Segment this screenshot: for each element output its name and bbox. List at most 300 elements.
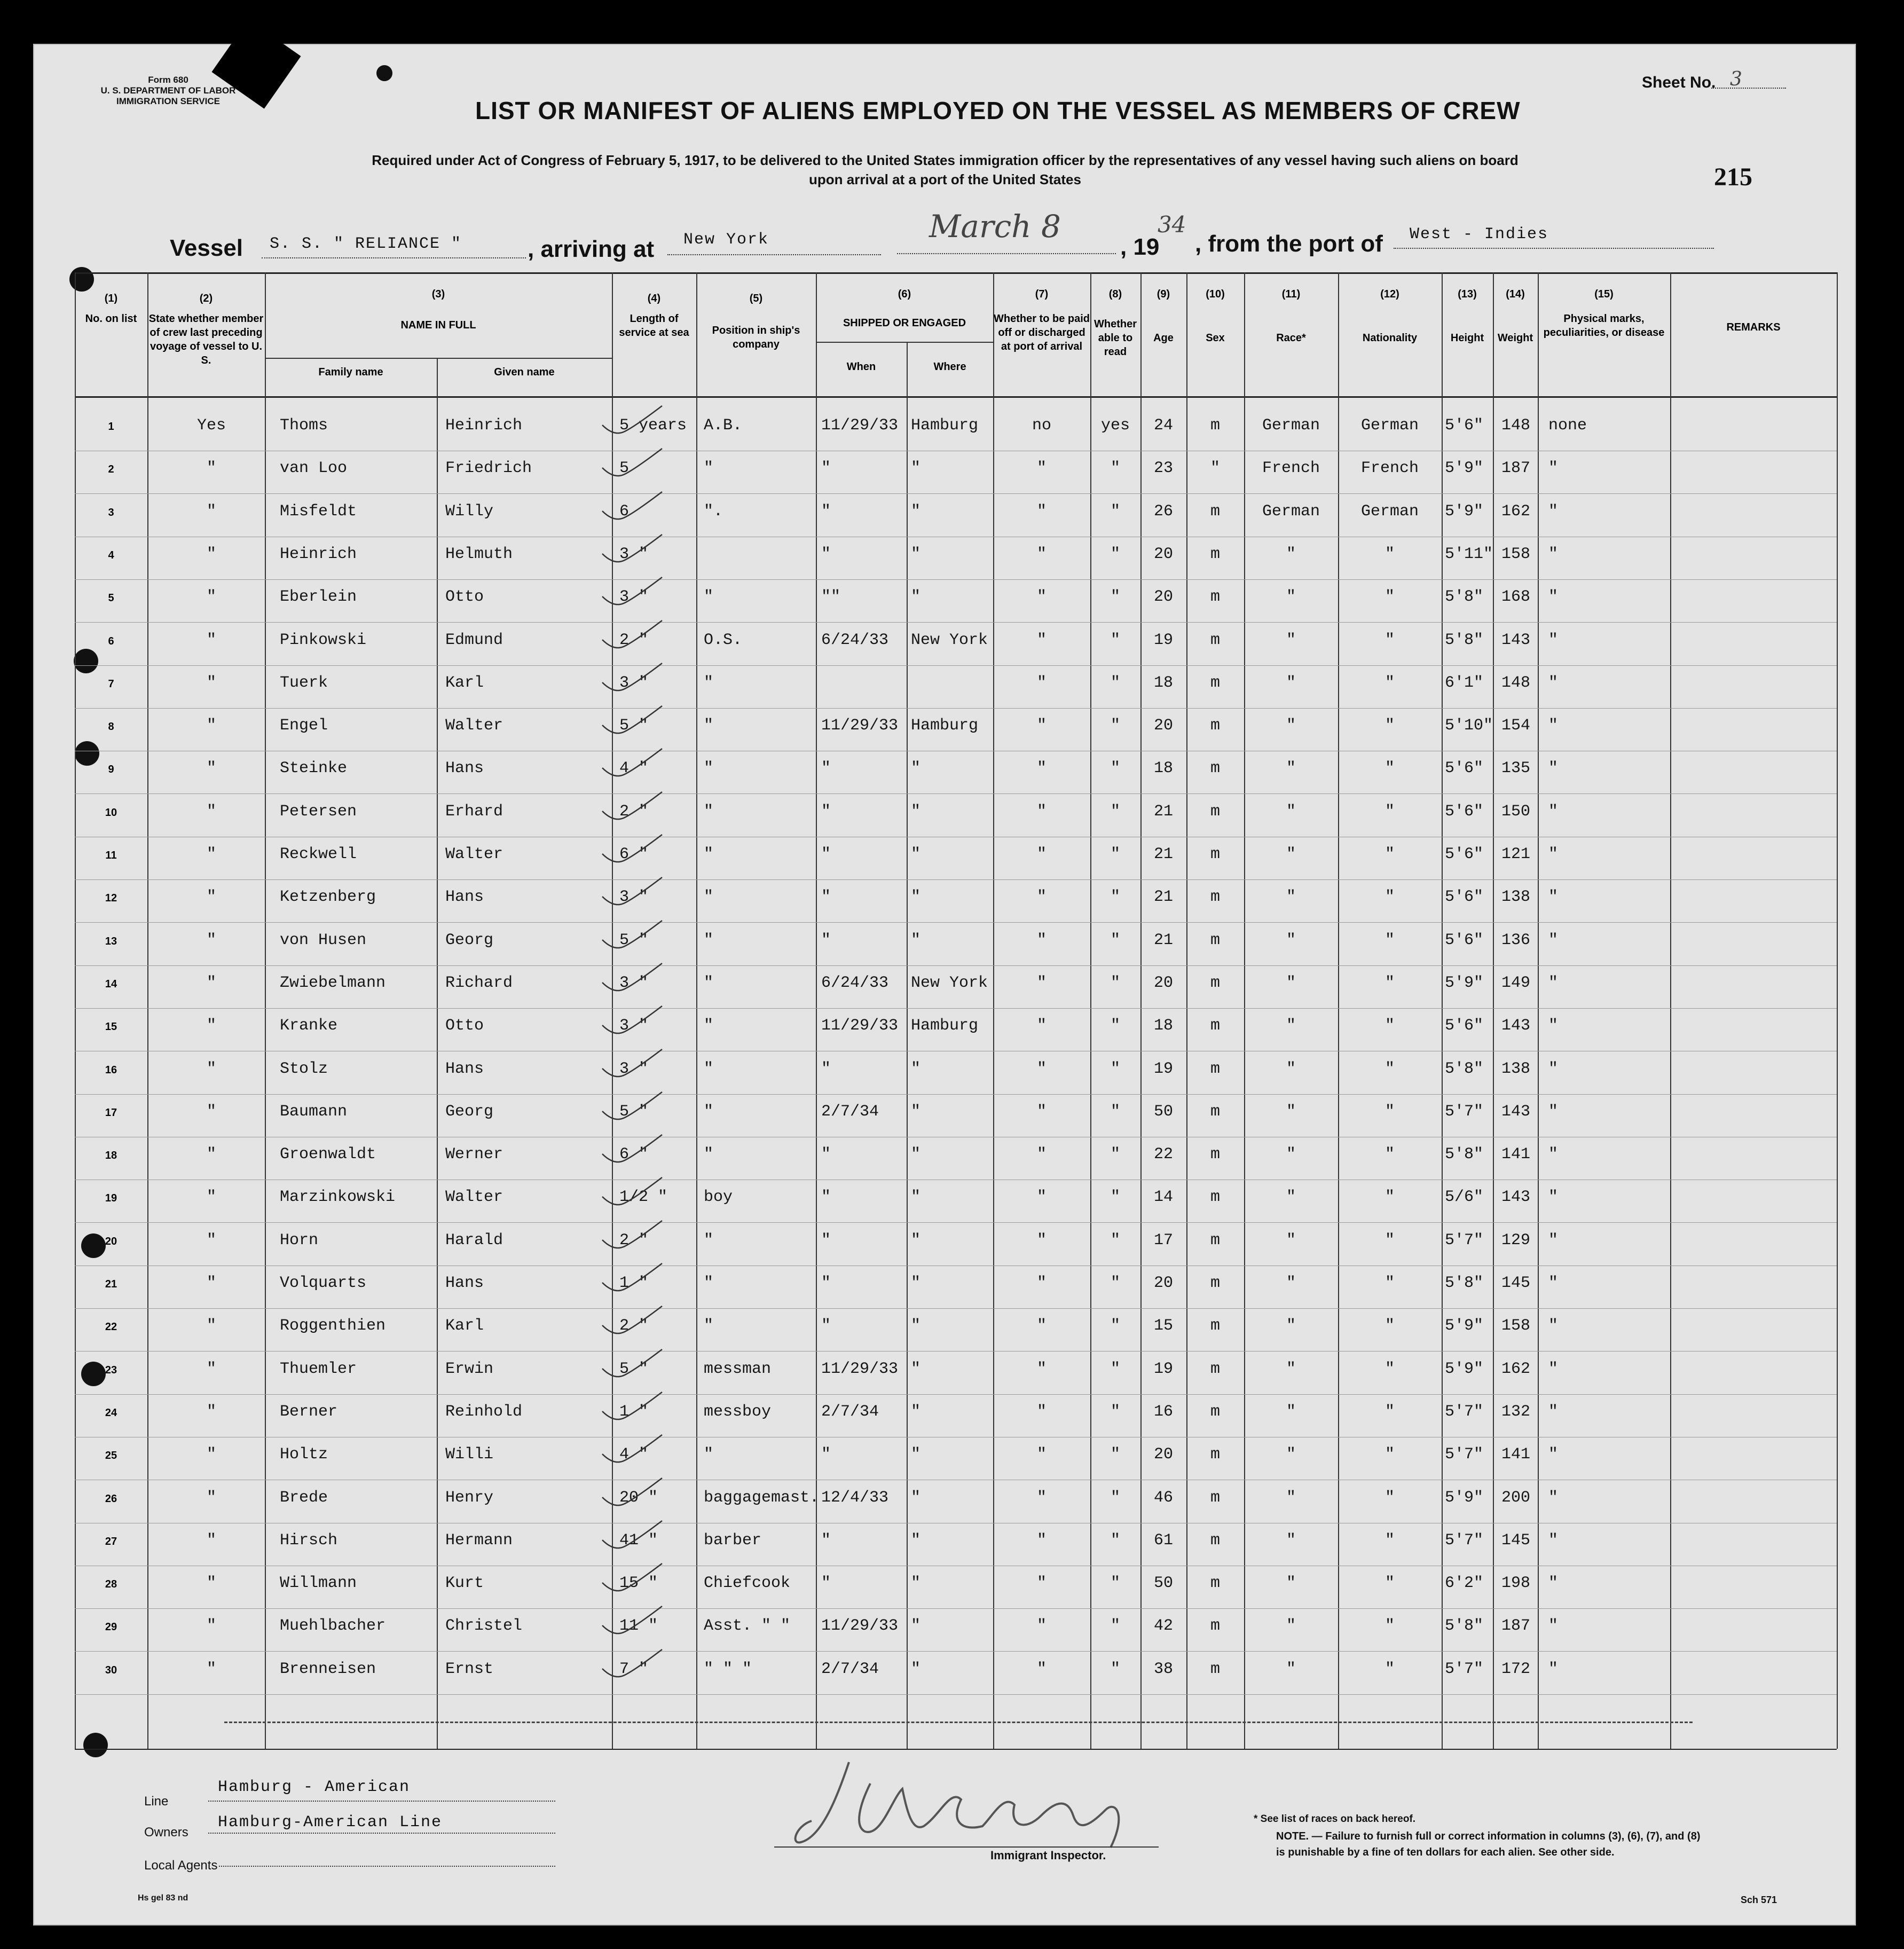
- cell-family: Reckwell: [280, 845, 357, 863]
- row-number: 8: [108, 721, 114, 733]
- owners-value: Hamburg-American Line: [218, 1813, 443, 1832]
- cell-nationality: German: [1360, 416, 1419, 435]
- cell-given: Ernst: [445, 1660, 494, 1678]
- checkmark-icon: [598, 746, 673, 784]
- cell-position: ": [704, 1231, 714, 1249]
- cell-weight: 158: [1501, 545, 1531, 563]
- checkmark-icon: [598, 1261, 673, 1299]
- cell-read: ": [1110, 845, 1120, 863]
- cell-position: Chiefcook: [704, 1574, 791, 1592]
- cell-given: Willi: [445, 1445, 494, 1464]
- cell-prev: ": [206, 459, 216, 477]
- row-number: 30: [105, 1664, 117, 1676]
- cell-weight: 187: [1501, 1617, 1531, 1635]
- cell-race: ": [1286, 717, 1296, 735]
- cell-nationality: ": [1384, 845, 1395, 863]
- col-num-3: (3): [431, 288, 445, 300]
- row-number: 13: [105, 936, 117, 947]
- cell-prev: ": [206, 502, 216, 521]
- cell-marks: ": [1548, 803, 1559, 821]
- cell-height: 5'9": [1445, 974, 1484, 992]
- arrival-month-day: March 8: [929, 208, 1061, 245]
- cell-when: ": [821, 502, 831, 521]
- cell-family: Eberlein: [280, 588, 357, 606]
- cell-service: 2 ": [619, 631, 649, 649]
- col-num-13: (13): [1458, 288, 1477, 300]
- cell-race: ": [1286, 1274, 1296, 1292]
- cell-position: A.B.: [704, 416, 743, 435]
- col-num-7: (7): [1035, 288, 1049, 300]
- cell-service: 4 ": [619, 759, 649, 777]
- cell-where: ": [911, 502, 921, 521]
- cell-given: Harald: [445, 1231, 503, 1249]
- cell-where: ": [911, 1274, 921, 1292]
- cell-given: Otto: [445, 1017, 484, 1035]
- cell-paid: ": [1036, 974, 1047, 992]
- cell-nationality: ": [1384, 1274, 1395, 1292]
- cell-family: Groenwaldt: [280, 1145, 376, 1164]
- cell-family: Volquarts: [280, 1274, 367, 1292]
- cell-read: ": [1110, 1317, 1120, 1335]
- cell-position: ": [704, 1317, 714, 1335]
- cell-age: 15: [1153, 1317, 1173, 1335]
- checkmark-icon: [598, 575, 673, 612]
- cell-height: 5'7": [1445, 1231, 1484, 1249]
- col-header-position: Position in ship's company: [712, 325, 800, 350]
- row-divider: [75, 665, 1837, 666]
- cell-race: ": [1286, 974, 1296, 992]
- year-prefix: , 19: [1120, 234, 1160, 260]
- col-num-5: (5): [749, 293, 763, 304]
- row-number: 9: [108, 764, 114, 775]
- checkmark-icon: [598, 1347, 673, 1385]
- col-header-sex: Sex: [1206, 332, 1225, 344]
- cell-weight: 136: [1501, 931, 1531, 949]
- cell-race: ": [1286, 1617, 1296, 1635]
- cell-prev: ": [206, 1445, 216, 1464]
- cell-where: ": [911, 1145, 921, 1164]
- cell-when: 11/29/33: [821, 1617, 899, 1635]
- col-header-able-to-read: Whether able to read: [1094, 318, 1137, 358]
- cell-marks: ": [1548, 1617, 1559, 1635]
- cell-service: 1 ": [619, 1403, 649, 1421]
- cell-marks: ": [1548, 931, 1559, 949]
- cell-age: 26: [1153, 502, 1173, 521]
- cell-service: 15 ": [619, 1574, 658, 1592]
- col-num-2: (2): [199, 293, 213, 304]
- owners-label: Owners: [144, 1825, 188, 1840]
- cell-nationality: German: [1360, 502, 1419, 521]
- cell-read: ": [1110, 588, 1120, 606]
- col-header-age: Age: [1153, 332, 1174, 344]
- cell-race: ": [1286, 631, 1296, 649]
- cell-paid: ": [1036, 803, 1047, 821]
- local-agents-label: Local Agents: [144, 1858, 218, 1873]
- cell-where: ": [911, 545, 921, 563]
- cell-race: ": [1286, 1317, 1296, 1335]
- cell-sex: m: [1210, 974, 1220, 992]
- cell-height: 5'6": [1445, 931, 1484, 949]
- cell-prev: ": [206, 674, 216, 692]
- cell-prev: ": [206, 759, 216, 777]
- row-divider: [75, 965, 1837, 966]
- cell-height: 5'9": [1445, 459, 1484, 477]
- checkmark-icon: [598, 1390, 673, 1427]
- col-header-given-name: Given name: [494, 366, 555, 378]
- cell-family: Tuerk: [280, 674, 328, 692]
- cell-when: 12/4/33: [821, 1489, 889, 1507]
- cell-sex: m: [1210, 1574, 1220, 1592]
- cell-family: Roggenthien: [280, 1317, 386, 1335]
- cell-weight: 198: [1501, 1574, 1531, 1592]
- cell-where: ": [911, 1060, 921, 1078]
- cell-when: ": [821, 1060, 831, 1078]
- cell-weight: 158: [1501, 1317, 1531, 1335]
- row-number: 22: [105, 1321, 117, 1333]
- cell-position: ": [704, 803, 714, 821]
- cell-position: boy: [704, 1188, 733, 1206]
- checkmark-icon: [598, 1647, 673, 1685]
- cell-nationality: ": [1384, 1574, 1395, 1592]
- cell-marks: ": [1548, 1103, 1559, 1121]
- row-divider: [75, 579, 1837, 580]
- cell-height: 5'8": [1445, 631, 1484, 649]
- form-identifier: [91, 75, 246, 107]
- sheet-no-value: 3: [1730, 68, 1742, 90]
- cell-service: 11 ": [619, 1617, 658, 1635]
- cell-prev: Yes: [196, 416, 226, 435]
- cell-age: 42: [1153, 1617, 1173, 1635]
- cell-age: 23: [1153, 459, 1173, 477]
- cell-sex: m: [1210, 931, 1220, 949]
- cell-family: Horn: [280, 1231, 319, 1249]
- cell-marks: ": [1548, 1489, 1559, 1507]
- cell-given: Henry: [445, 1489, 494, 1507]
- col-header-race: Race*: [1276, 332, 1306, 344]
- cell-height: 5/6": [1445, 1188, 1484, 1206]
- checkmark-icon: [598, 1133, 673, 1170]
- cell-age: 21: [1153, 803, 1173, 821]
- row-number: 3: [108, 507, 114, 518]
- cell-prev: ": [206, 1188, 216, 1206]
- cell-race: ": [1286, 1660, 1296, 1678]
- checkmark-icon: [598, 1604, 673, 1641]
- cell-weight: 129: [1501, 1231, 1531, 1249]
- cell-given: Reinhold: [445, 1403, 523, 1421]
- cell-position: ": [704, 459, 714, 477]
- cell-where: ": [911, 1360, 921, 1378]
- cell-family: Steinke: [280, 759, 348, 777]
- year-suffix: 34: [1158, 211, 1186, 238]
- cell-marks: ": [1548, 1145, 1559, 1164]
- cell-prev: ": [206, 1489, 216, 1507]
- cell-read: ": [1110, 502, 1120, 521]
- col-num-14: (14): [1506, 288, 1525, 300]
- cell-when: 2/7/34: [821, 1660, 879, 1678]
- cell-service: 2 ": [619, 803, 649, 821]
- cell-paid: ": [1036, 1017, 1047, 1035]
- cell-paid: ": [1036, 717, 1047, 735]
- cell-height: 5'6": [1445, 416, 1484, 435]
- cell-marks: ": [1548, 1403, 1559, 1421]
- checkmark-icon: [598, 790, 673, 827]
- cell-paid: ": [1036, 588, 1047, 606]
- cell-read: ": [1110, 545, 1120, 563]
- cell-service: 3 ": [619, 588, 649, 606]
- row-number: 29: [105, 1621, 117, 1633]
- col-num-6: (6): [898, 288, 911, 300]
- races-note: * See list of races on back hereof.: [1254, 1813, 1416, 1825]
- cell-paid: ": [1036, 459, 1047, 477]
- cell-nationality: ": [1384, 1103, 1395, 1121]
- cell-race: ": [1286, 1574, 1296, 1592]
- cell-height: 5'6": [1445, 845, 1484, 863]
- cell-service: 3 ": [619, 974, 649, 992]
- cell-age: 50: [1153, 1103, 1173, 1121]
- row-divider: [75, 708, 1837, 709]
- cell-sex: m: [1210, 631, 1220, 649]
- cell-when: 6/24/33: [821, 631, 889, 649]
- cell-marks: ": [1548, 1531, 1559, 1550]
- cell-marks: ": [1548, 1231, 1559, 1249]
- row-divider: [75, 879, 1837, 880]
- manifest-subtitle: Required under Act of Congress of February 5, 1917, to be delivered to the United States immigration officer by the representatives of any vessel having such aliens on board upon arrival at a port of the United States: [372, 152, 1519, 187]
- cell-age: 18: [1153, 674, 1173, 692]
- cell-age: 19: [1153, 631, 1173, 649]
- cell-when: "": [821, 588, 841, 606]
- cell-race: ": [1286, 931, 1296, 949]
- cell-race: ": [1286, 888, 1296, 906]
- cell-given: Christel: [445, 1617, 523, 1635]
- cell-paid: ": [1036, 1574, 1047, 1592]
- cell-marks: ": [1548, 974, 1559, 992]
- cell-read: ": [1110, 1403, 1120, 1421]
- cell-age: 19: [1153, 1360, 1173, 1378]
- cell-where: ": [911, 1489, 921, 1507]
- cell-position: " " ": [704, 1660, 752, 1678]
- cell-service: 3 ": [619, 888, 649, 906]
- cell-given: Heinrich: [445, 416, 523, 435]
- cell-weight: 148: [1501, 674, 1531, 692]
- cell-age: 18: [1153, 759, 1173, 777]
- cell-service: 1 ": [619, 1274, 649, 1292]
- row-number: 27: [105, 1536, 117, 1547]
- cell-sex: m: [1210, 1403, 1220, 1421]
- cell-race: German: [1262, 416, 1320, 435]
- arriving-label: , arriving at: [528, 236, 655, 262]
- cell-weight: 168: [1501, 588, 1531, 606]
- cell-service: 5 years: [619, 416, 687, 435]
- checkmark-icon: [598, 961, 673, 999]
- cell-nationality: ": [1384, 1360, 1395, 1378]
- cell-prev: ": [206, 717, 216, 735]
- cell-marks: ": [1548, 1060, 1559, 1078]
- row-divider: [75, 922, 1837, 923]
- cell-sex: m: [1210, 759, 1220, 777]
- cell-age: 18: [1153, 1017, 1173, 1035]
- cell-nationality: ": [1384, 931, 1395, 949]
- cell-sex: m: [1210, 888, 1220, 906]
- cell-read: ": [1110, 1017, 1120, 1035]
- row-number: 4: [108, 549, 114, 561]
- cell-when: ": [821, 845, 831, 863]
- cell-position: ": [704, 1017, 714, 1035]
- cell-service: 3 ": [619, 545, 649, 563]
- cell-read: ": [1110, 1103, 1120, 1121]
- cell-when: ": [821, 545, 831, 563]
- row-number: 18: [105, 1150, 117, 1161]
- cell-given: Werner: [445, 1145, 503, 1164]
- row-divider: [75, 1308, 1837, 1309]
- cell-when: ": [821, 1145, 831, 1164]
- cell-sex: m: [1210, 1445, 1220, 1464]
- row-number: 12: [105, 892, 117, 904]
- cell-age: 20: [1153, 588, 1173, 606]
- cell-age: 17: [1153, 1231, 1173, 1249]
- cell-sex: m: [1210, 1617, 1220, 1635]
- cell-paid: ": [1036, 1403, 1047, 1421]
- cell-position: ": [704, 845, 714, 863]
- row-number: 26: [105, 1493, 117, 1505]
- cell-position: ": [704, 888, 714, 906]
- cell-given: Edmund: [445, 631, 503, 649]
- cell-family: Brede: [280, 1489, 328, 1507]
- cell-age: 21: [1153, 931, 1173, 949]
- cell-nationality: ": [1384, 674, 1395, 692]
- cell-sex: m: [1210, 545, 1220, 563]
- col-header-shipped: SHIPPED OR ENGAGED: [843, 317, 966, 329]
- cell-race: German: [1262, 502, 1320, 521]
- checkmark-icon: [598, 832, 673, 870]
- cell-family: Berner: [280, 1403, 338, 1421]
- row-divider: [75, 493, 1837, 494]
- cell-age: 20: [1153, 1274, 1173, 1292]
- cell-prev: ": [206, 974, 216, 992]
- cell-given: Richard: [445, 974, 513, 992]
- col-num-15: (15): [1594, 288, 1614, 300]
- cell-nationality: ": [1384, 1403, 1395, 1421]
- col-header-physical-marks: Physical marks, peculiarities, or disease: [1543, 313, 1665, 339]
- cell-prev: ": [206, 588, 216, 606]
- cell-where: ": [911, 1103, 921, 1121]
- cell-where: ": [911, 1531, 921, 1550]
- cell-service: 2 ": [619, 1231, 649, 1249]
- cell-given: Helmuth: [445, 545, 513, 563]
- cell-service: 3 ": [619, 1017, 649, 1035]
- cell-read: ": [1110, 459, 1120, 477]
- cell-race: ": [1286, 1531, 1296, 1550]
- cell-sex: m: [1210, 1188, 1220, 1206]
- cell-given: Hermann: [445, 1531, 513, 1550]
- cell-marks: ": [1548, 588, 1559, 606]
- cell-position: Asst. " ": [704, 1617, 791, 1635]
- cell-marks: ": [1548, 674, 1559, 692]
- col-header-family-name: Family name: [318, 366, 383, 378]
- cell-where: ": [911, 1445, 921, 1464]
- cell-paid: ": [1036, 1188, 1047, 1206]
- immigrant-inspector-label: Immigrant Inspector.: [990, 1849, 1106, 1862]
- row-number: 17: [105, 1107, 117, 1119]
- cell-where: Hamburg: [911, 416, 979, 435]
- col-header-nationality: Nationality: [1362, 332, 1418, 344]
- cell-paid: ": [1036, 1489, 1047, 1507]
- cell-given: Walter: [445, 845, 503, 863]
- cell-nationality: French: [1360, 459, 1419, 477]
- cell-service: 5 ": [619, 717, 649, 735]
- cell-service: 2 ": [619, 1317, 649, 1335]
- cell-where: ": [911, 588, 921, 606]
- cell-sex: m: [1210, 1231, 1220, 1249]
- cell-read: ": [1110, 631, 1120, 649]
- cell-weight: 135: [1501, 759, 1531, 777]
- cell-where: New York: [911, 631, 988, 649]
- cell-given: Friedrich: [445, 459, 532, 477]
- cell-paid: ": [1036, 1060, 1047, 1078]
- col-num-9: (9): [1156, 288, 1170, 300]
- cell-height: 5'10": [1445, 717, 1493, 735]
- cell-position: O.S.: [704, 631, 743, 649]
- cell-race: ": [1286, 1103, 1296, 1121]
- col-header-paid-off: Whether to be paid off or discharged at port of arrival: [994, 313, 1090, 352]
- cell-where: ": [911, 1660, 921, 1678]
- cell-paid: ": [1036, 674, 1047, 692]
- cell-race: ": [1286, 1445, 1296, 1464]
- cell-when: ": [821, 1317, 831, 1335]
- cell-age: 19: [1153, 1060, 1173, 1078]
- row-divider: [75, 1094, 1837, 1095]
- checkmark-icon: [598, 875, 673, 913]
- cell-when: 2/7/34: [821, 1103, 879, 1121]
- cell-paid: ": [1036, 545, 1047, 563]
- cell-height: 5'11": [1445, 545, 1493, 563]
- cell-age: 21: [1153, 888, 1173, 906]
- cell-race: ": [1286, 1403, 1296, 1421]
- cell-service: 5 ": [619, 1360, 649, 1378]
- cell-position: barber: [704, 1531, 762, 1550]
- cell-sex: m: [1210, 845, 1220, 863]
- cell-paid: ": [1036, 1317, 1047, 1335]
- checkmark-icon: [598, 1175, 673, 1213]
- cell-nationality: ": [1384, 1617, 1395, 1635]
- page-number: 215: [1714, 163, 1752, 191]
- cell-given: Georg: [445, 1103, 494, 1121]
- cell-race: ": [1286, 1017, 1296, 1035]
- cell-weight: 145: [1501, 1531, 1531, 1550]
- cell-weight: 138: [1501, 1060, 1531, 1078]
- cell-weight: 121: [1501, 845, 1531, 863]
- from-port-label: , from the port of: [1195, 231, 1383, 257]
- cell-where: ": [911, 888, 921, 906]
- cell-read: ": [1110, 1445, 1120, 1464]
- cell-position: messman: [704, 1360, 772, 1378]
- cell-marks: ": [1548, 1317, 1559, 1335]
- punch-hole-icon: [74, 649, 98, 673]
- cell-sex: m: [1210, 1317, 1220, 1335]
- cell-position: ": [704, 759, 714, 777]
- cell-service: 41 ": [619, 1531, 658, 1550]
- cell-height: 5'6": [1445, 888, 1484, 906]
- cell-read: ": [1110, 1574, 1120, 1592]
- cell-height: 5'8": [1445, 1274, 1484, 1292]
- col-header-height: Height: [1450, 332, 1484, 344]
- cell-sex: m: [1210, 1060, 1220, 1078]
- cell-sex: m: [1210, 674, 1220, 692]
- cell-race: ": [1286, 1489, 1296, 1507]
- row-number: 24: [105, 1407, 117, 1419]
- checkmark-icon: [598, 1090, 673, 1127]
- row-divider: [75, 793, 1837, 794]
- cell-when: ": [821, 1574, 831, 1592]
